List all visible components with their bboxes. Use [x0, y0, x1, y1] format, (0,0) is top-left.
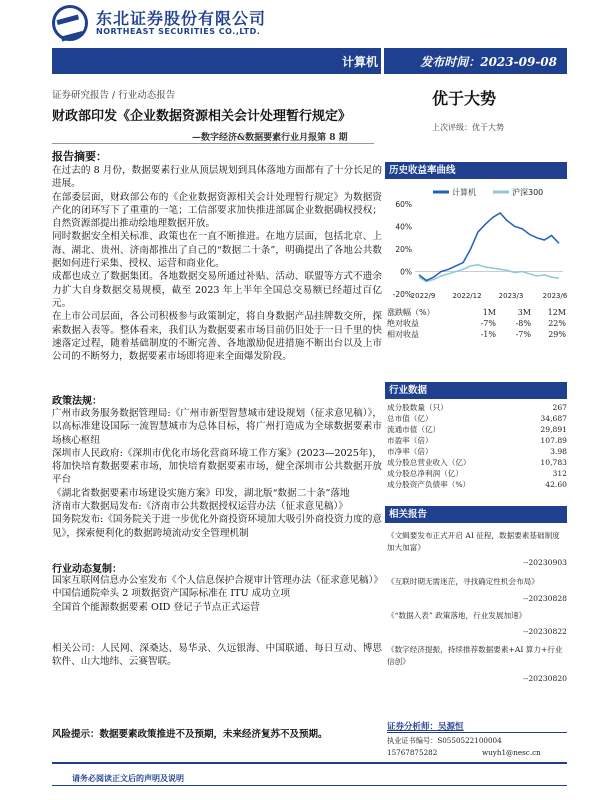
sector-label: 计算机 [342, 55, 379, 69]
table-cell: 涨跌幅（%） [387, 308, 435, 317]
table-row [387, 468, 567, 479]
company-logo-icon [52, 5, 88, 41]
table-cell: 绝对收益 [387, 319, 419, 328]
related-report-date: --20230903 [523, 558, 567, 567]
table-cell: 42.60 [545, 480, 567, 489]
chart-heading: 历史收益率曲线 [385, 162, 567, 179]
performance-header-row [387, 307, 567, 318]
policy-heading: 政策法规： [52, 396, 102, 407]
table-cell: 成分股总净利润（亿） [387, 469, 463, 478]
analyst-heading: 证券分析师：吴源恒 [387, 722, 464, 732]
rating: 优于大势 [432, 89, 497, 108]
related-report-title[interactable]: 《“数据入表” 政策落地，行业发展加速》 [387, 611, 527, 620]
table-cell: 312 [552, 469, 567, 478]
legend-label-computer: 计算机 [452, 188, 476, 197]
table-row [387, 457, 567, 468]
table-row [387, 413, 567, 424]
title-divider [52, 143, 374, 144]
table-row [387, 318, 567, 329]
related-report-date: --20230820 [523, 674, 567, 683]
table-row [387, 402, 567, 413]
table-cell: 3M [517, 308, 531, 317]
summary-heading: 报告摘要： [52, 150, 107, 163]
table-cell: 12M [547, 308, 566, 317]
industry-line: 中国信通院牵头 2 项数据资产国际标准在 ITU 成功立项 [52, 588, 291, 600]
table-cell: -8% [515, 319, 531, 328]
performance-table [387, 307, 567, 340]
policy-line: 《湖北省数据要素市场建设实施方案》印发，湖北版“数据二十条”落地 [52, 487, 350, 499]
policy-line: 济南市大数据局发布:《济南市公共数据授权运营办法（征求意见稿）》 [52, 501, 348, 513]
table-cell: 成分股数量（只） [387, 403, 448, 412]
summary-paragraph: 在部委层面，财政部公布的《企业数据资源相关会计处理暂行规定》为数据资产化的闭环写下了重重的一笔；工信部要求加快推进部属企业数据确权授权；自然资源部提出推动绘地理数据开放。 [52, 191, 382, 230]
related-report-date: --20230822 [523, 627, 567, 636]
analyst-divider [387, 732, 567, 733]
previous-rating: 上次评级：优于大势 [432, 123, 504, 132]
risk-warning: 风险提示：数据要素政策推进不及预期，未来经济复苏不及预期。 [52, 729, 328, 740]
industry-line: 国家互联网信息办公室发布《个人信息保护合规审计管理办法（征求意见稿）》 [52, 575, 383, 586]
policy-line: 国务院发布:《国务院关于进一步优化外商投资环境加大吸引外商投资力度的意见》，探索便利化的数据跨境流动安全管理机制 [52, 514, 382, 539]
policy-body [52, 407, 382, 540]
footer-disclaimer: 请务必阅读正文后的声明及说明 [72, 773, 184, 783]
table-cell: 市盈率（倍） [387, 436, 433, 445]
summary-paragraph: 成都也成立了数据集团。各地数据交易所通过补贴、活动、联盟等方式不遗余力扩大自身数据交易规模，截至 2023 年上半年全国总交易额已经超过百亿元。 [52, 271, 382, 309]
industry-body [52, 574, 382, 614]
table-cell: -7% [480, 319, 496, 328]
analyst-email[interactable]: wuyh1@nesc.cn [482, 748, 541, 757]
summary-paragraph: 在上市公司层面，各公司积极参与政策制定，将自身数据产品挂牌数交所，探索数据入表等。整体看来，我们认为数据要素市场目前仍旧处于一日千里的快速落定过程，随着基础制度的不断完善、各地激励促进措施不断出台以及上市公司的不断努力，数据要素市场即将迎来全面爆发阶段。 [52, 311, 382, 363]
series-line-computer [419, 213, 559, 281]
industry-data-table [387, 402, 567, 490]
industry-data-heading: 行业数据 [385, 382, 567, 399]
header-bar [52, 48, 567, 74]
policy-line: 广州市政务服务数据管理局:《广州市新型智慧城市建设规划（征求意见稿）》，以高标准建设国际一流智慧城市为总体目标，将广州打造成为全球数据要素市场核心枢纽 [52, 408, 382, 446]
table-cell: 10,783 [540, 458, 567, 467]
x-tick-label: 2022/12 [452, 292, 482, 300]
related-report-date: --20230828 [523, 594, 567, 603]
publish-date: 发布时间：2023-09-08 [420, 55, 557, 69]
x-tick-label: 2022/9 [410, 292, 436, 300]
return-chart [385, 182, 567, 302]
x-tick-label: 2023/6 [542, 292, 567, 300]
related-companies: 相关公司：人民网、深桑达、易华录、久远银海、中国联通、每日互动、博思软件、山大地纬、云赛智联。 [52, 643, 382, 668]
x-tick-label: 2023/3 [498, 292, 524, 300]
table-row [387, 446, 567, 457]
analyst-cert: 执业证书编号：S0550522100004 [387, 736, 502, 745]
table-cell: 流通市值（亿） [387, 425, 441, 434]
chart-legend [433, 187, 543, 197]
table-row [387, 424, 567, 435]
table-cell: 成分股资产负债率（%） [387, 480, 471, 489]
table-cell: 相对收益 [387, 330, 419, 339]
y-tick-label: 0% [400, 267, 412, 277]
table-cell: 34,687 [540, 414, 567, 423]
summary-paragraph: 同时数据安全相关标准、政策也在一直不断推进。在地方层面，包括北京、上海、湖北、贵州、济南都推出了自己的“数据二十条”，明确提出了各地公共数据如何进行采集、授权、运营和商业化。 [52, 231, 382, 270]
x-axis-ticks [411, 292, 567, 300]
analyst-phone: 15767875282 [387, 748, 438, 757]
y-tick-label: 20% [395, 245, 412, 254]
footer-rule [52, 785, 567, 786]
y-tick-label: -20% [392, 290, 412, 299]
related-report-title[interactable]: 《互联时期无需迷茫，寻找确定性机会布局》 [387, 577, 539, 586]
table-cell: 3.98 [550, 447, 567, 456]
y-tick-label: 40% [395, 222, 412, 232]
table-cell: 成分股总营业收入（亿） [387, 458, 471, 467]
report-title: 财政部印发《企业数据资源相关会计处理暂行规定》 [52, 109, 352, 124]
table-cell: 29,891 [540, 425, 567, 434]
report-subtitle: —数字经济&数据要素行业月报第 8 期 [192, 133, 348, 143]
table-cell: 29% [548, 330, 566, 339]
summary-body [52, 164, 382, 363]
breadcrumb: 证券研究报告 / 行业动态报告 [52, 90, 176, 101]
table-row [387, 329, 567, 340]
table-cell: 1M [482, 308, 496, 317]
table-row [387, 479, 567, 490]
table-cell: -1% [480, 330, 496, 339]
header-divider [381, 48, 384, 74]
table-cell: 总市值（亿） [387, 414, 433, 423]
y-axis-ticks [393, 200, 412, 299]
table-cell: 107.89 [540, 436, 567, 445]
table-cell: 市净率（倍） [387, 447, 433, 456]
summary-paragraph: 在过去的 8 月份，数据要素行业从顶层规划到具体落地方面都有了十分长足的进展。 [52, 165, 382, 190]
related-reports-heading: 相关报告 [385, 506, 567, 523]
y-tick-label: 60% [395, 200, 412, 209]
company-name-cn: 东北证券股份有限公司 [96, 9, 267, 28]
table-cell: 22% [548, 319, 566, 328]
table-row [387, 435, 567, 446]
table-cell: -7% [515, 330, 531, 339]
related-report-title[interactable]: 《数字经济提振，持续推荐数据要素+AI 算力+行业信创》 [387, 645, 563, 666]
related-report-title[interactable]: 《文辑要发布正式开启 AI 征程，数据要素基础制度加大加富》 [387, 531, 560, 552]
legend-label-csi300: 沪深300 [512, 188, 544, 197]
policy-line: 深圳市人民政府:《深圳市优化市场化营商环境工作方案》(2023—2025年)，将加快培育数据要素市场，加快培育数据要素市场，健全深圳市公共数据开放平台 [52, 447, 382, 486]
footer-divider [52, 762, 567, 764]
company-name-en: NORTHEAST SECURITIES CO.,LTD. [96, 27, 261, 36]
industry-line: 全国首个能源数据要素 OID 登记子节点正式运营 [52, 601, 260, 613]
table-cell: 267 [552, 403, 567, 412]
industry-heading: 行业动态复制： [52, 564, 122, 575]
